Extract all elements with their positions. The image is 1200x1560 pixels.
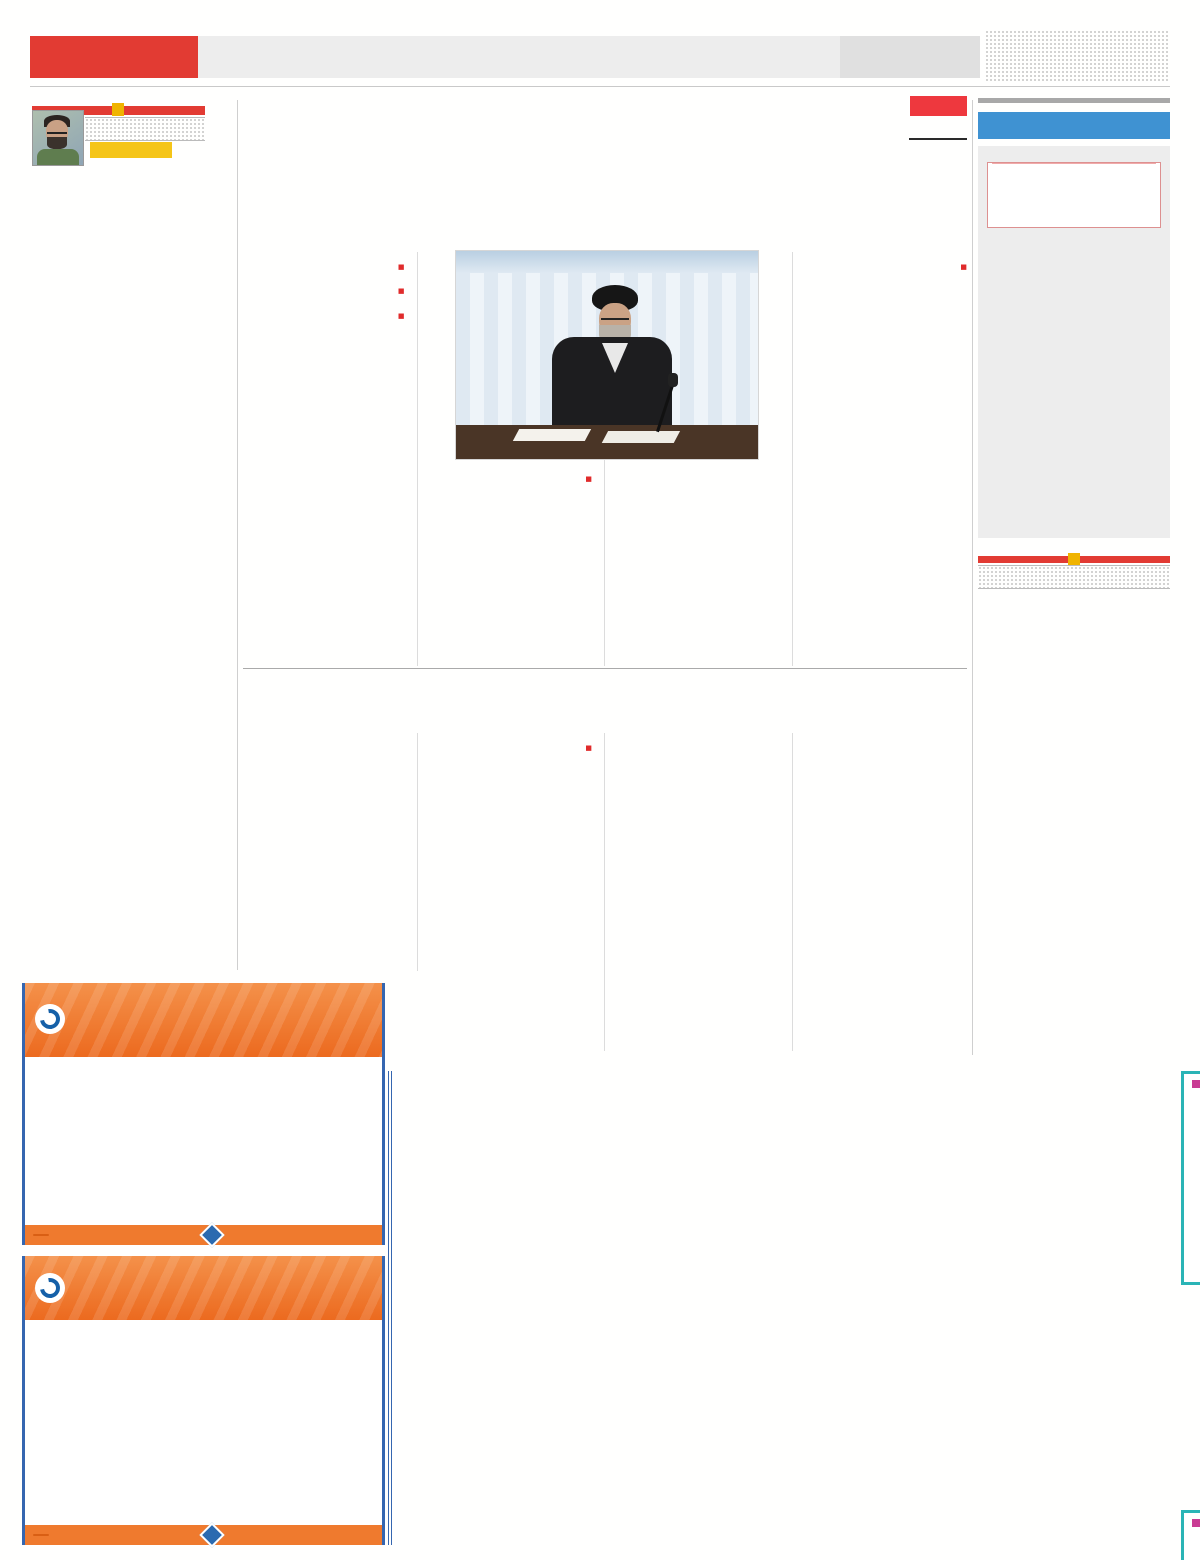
tci-footer-logo: [199, 1522, 224, 1547]
article-column: [806, 252, 968, 666]
currency-rates-table: [243, 96, 967, 140]
ad-footer: [25, 1225, 382, 1245]
ad-header: [1192, 1519, 1200, 1527]
market-news-list: [978, 600, 1170, 1058]
inline-subhead: [243, 283, 405, 300]
author-name: [90, 142, 172, 158]
ad-footer: [25, 1525, 382, 1545]
tci-footer-logo: [199, 1222, 224, 1247]
note-label: [85, 117, 205, 141]
tci-logo: [35, 1273, 65, 1303]
article-column: [243, 252, 418, 666]
page-number-block: [985, 30, 1170, 82]
rate-value: [909, 116, 967, 140]
section-title: [840, 36, 980, 78]
article-column: [431, 733, 606, 1051]
rate-cell: [909, 96, 967, 140]
newspaper-logo: [30, 36, 198, 78]
ad-body: [25, 1057, 382, 1067]
inline-subhead: [431, 471, 593, 488]
ad-body: [1184, 1092, 1200, 1120]
inline-subhead: [431, 740, 593, 757]
telecom-tender-ad-1: [22, 983, 385, 1245]
inline-subhead: [243, 308, 405, 325]
article-column: [618, 733, 793, 1051]
market-label: [978, 565, 1170, 589]
line-chart: [988, 163, 1160, 227]
index-section-header: [978, 112, 1170, 139]
astan-ad-sportswear: [1181, 1071, 1200, 1285]
ad-header: [1192, 1080, 1200, 1088]
article-column: [243, 733, 418, 971]
desk: [456, 425, 758, 459]
telecom-tender-ad-2: [22, 1256, 385, 1545]
papers: [513, 429, 591, 441]
inline-subhead: [806, 259, 968, 276]
note-body: [32, 252, 205, 974]
rate-label: [909, 96, 967, 116]
ad-body: [25, 1320, 382, 1330]
index-card: [978, 146, 1170, 538]
note-header-mark: [112, 103, 124, 116]
pmi-chart: [987, 162, 1161, 228]
astan-ad-copy-services: [1181, 1510, 1200, 1560]
author-avatar: [32, 110, 84, 166]
topbar-strip: [198, 36, 840, 78]
header-divider: [30, 86, 1170, 87]
inline-subhead: [243, 259, 405, 276]
president-photo: [455, 250, 759, 460]
article-column: [806, 733, 968, 1051]
tci-logo: [35, 1004, 65, 1034]
ad-body: [1184, 1531, 1200, 1559]
